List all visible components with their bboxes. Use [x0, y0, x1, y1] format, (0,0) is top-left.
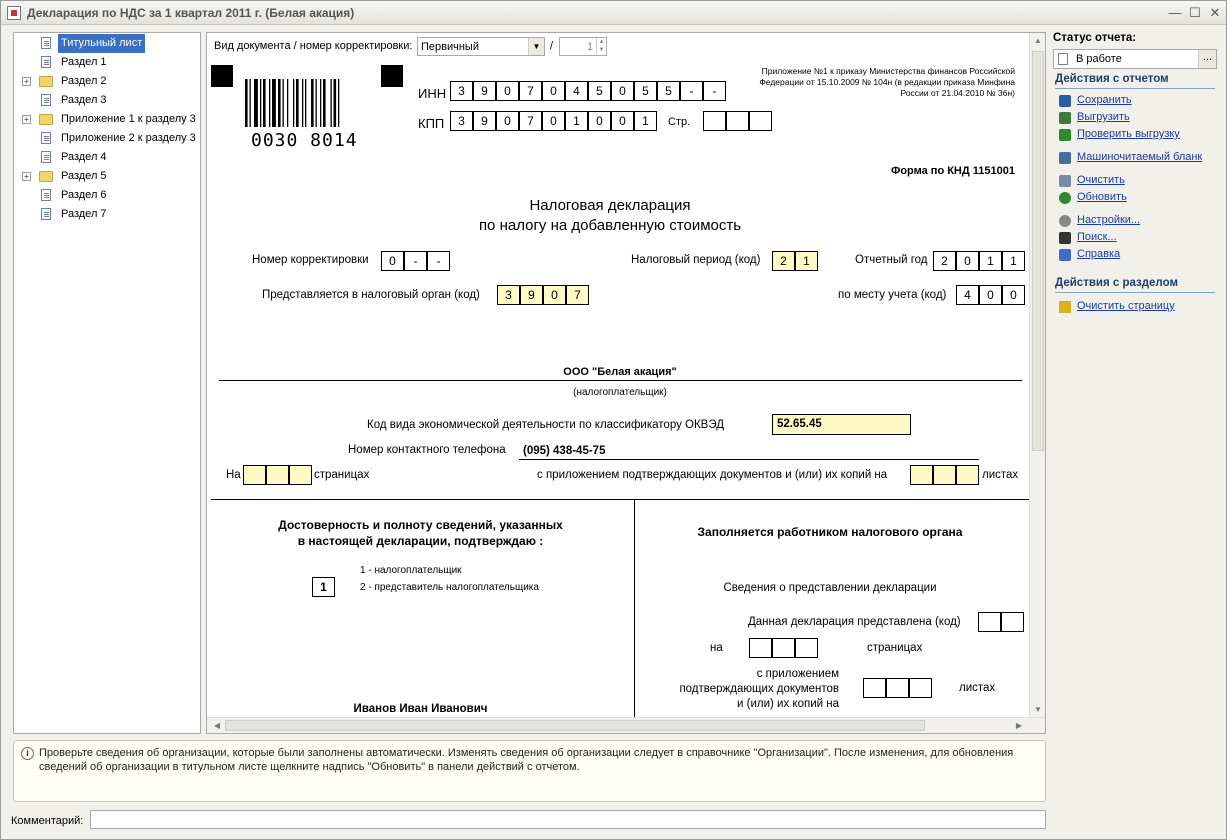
folder-icon: [39, 114, 53, 125]
form-cell: 9: [473, 81, 496, 101]
section-actions-divider: [1055, 292, 1215, 293]
form-cell[interactable]: -: [404, 251, 427, 271]
sheets-label: листах: [982, 469, 1019, 481]
actions-divider: [1055, 88, 1215, 89]
document-icon: [41, 56, 51, 68]
close-icon[interactable]: ✕: [1209, 5, 1221, 20]
organ-info: Сведения о представлении декларации: [723, 582, 937, 594]
window-title: Декларация по НДС за 1 квартал 2011 г. (Белая акация): [27, 6, 355, 20]
empty-cell[interactable]: [703, 111, 726, 131]
empty-cell[interactable]: [910, 465, 933, 485]
tree-item-label: Раздел 3: [61, 94, 107, 106]
organ-presented-label: Данная декларация представлена (код): [748, 616, 961, 628]
form-cell: 7: [519, 81, 542, 101]
gear-icon: [1059, 215, 1071, 227]
tree-item[interactable]: [14, 186, 200, 205]
form-cell: 0: [956, 251, 979, 271]
organ-attach: [639, 667, 839, 712]
organ-pages-label: страницах: [867, 642, 923, 654]
action-link[interactable]: Справка: [1077, 248, 1121, 260]
info-text: Проверьте сведения об организации, которые были заполнены автоматически. Изменять сведения об организации следует в справочнике "Организации". После изменения, для обновления сведений об организации в титульном листе щелкните надпись "Обновить" в панели действий с отчетом.: [39, 747, 1014, 773]
action-link[interactable]: Сохранить: [1077, 94, 1132, 106]
empty-cell: [978, 612, 1001, 632]
empty-cell[interactable]: [726, 111, 749, 131]
document-icon: [1058, 53, 1068, 65]
page-label: Стр.: [668, 116, 691, 128]
correction-label: Номер корректировки: [252, 254, 369, 266]
document-icon: [41, 189, 51, 201]
horizontal-scrollbar[interactable]: [207, 717, 1045, 733]
marker-square-right: [381, 65, 403, 87]
document-icon: [41, 94, 51, 106]
form-cell: -: [680, 81, 703, 101]
sections-tree[interactable]: [13, 32, 201, 734]
tree-item[interactable]: [14, 205, 200, 224]
empty-cell: [795, 638, 818, 658]
upload-icon: [1059, 112, 1071, 124]
maximize-icon[interactable]: ☐: [1189, 5, 1201, 20]
form-cell[interactable]: 7: [566, 285, 589, 305]
expand-icon[interactable]: +: [22, 115, 31, 124]
annex-line-1: Приложение №1 к приказу Министерства финансов Российской: [761, 66, 1015, 76]
inn-label: ИНН: [418, 86, 447, 101]
comment-label: Комментарий:: [11, 815, 84, 827]
year-label: Отчетный год: [855, 254, 928, 266]
horizontal-scroll-thumb[interactable]: [225, 720, 925, 731]
actions-panel: [1049, 32, 1221, 732]
attach-label: с приложением подтверждающих документов и (или) их копий на: [537, 469, 888, 481]
organ-title: Заполняется работником налогового органа: [697, 525, 963, 539]
form-cell: 2: [933, 251, 956, 271]
comment-input[interactable]: [90, 810, 1046, 829]
title-page-form: [206, 32, 1046, 734]
organ-attach-line-1: с приложением: [756, 668, 839, 680]
section-divider: [211, 499, 1030, 500]
chevron-down-icon[interactable]: ▼: [528, 38, 544, 55]
stepper-arrows-icon[interactable]: ▲ ▼: [596, 38, 606, 55]
tree-item-label: Раздел 2: [61, 75, 107, 87]
organ-attach-line-2: подтверждающих документов: [679, 683, 839, 695]
app-icon: [7, 6, 21, 20]
doc-type-label: Вид документа / номер корректировки:: [214, 40, 413, 52]
organization-name[interactable]: ООО "Белая акация": [563, 366, 677, 378]
tree-item-label: Раздел 4: [61, 151, 107, 163]
empty-cell: [886, 678, 909, 698]
pages-label: страницах: [314, 469, 370, 481]
on-label: На: [226, 469, 241, 481]
action-link[interactable]: Настройки...: [1077, 214, 1141, 226]
barcode-icon: [245, 79, 365, 135]
action-link[interactable]: Проверить выгрузку: [1077, 128, 1180, 140]
form-cell: 0: [1002, 285, 1025, 305]
status-value: В работе: [1076, 53, 1122, 65]
empty-cell[interactable]: [956, 465, 979, 485]
check-upload-icon: [1059, 129, 1071, 141]
form-cell: 0: [496, 81, 519, 101]
empty-cell[interactable]: [266, 465, 289, 485]
taxpayer-note: (налогоплательщик): [573, 387, 667, 398]
empty-cell: [749, 638, 772, 658]
tree-item[interactable]: [14, 34, 200, 53]
heading-line-1: Налоговая декларация: [529, 197, 691, 214]
section-action-link[interactable]: Очистить страницу: [1077, 300, 1175, 312]
binoculars-icon: [1059, 232, 1071, 244]
actions-title: Действия с отчетом: [1055, 73, 1169, 85]
kpp-label: КПП: [418, 116, 445, 131]
tree-item-label: Раздел 1: [61, 56, 107, 68]
tree-item[interactable]: [14, 129, 200, 148]
form-cell: 0: [611, 111, 634, 131]
scroll-left-icon[interactable]: ◀: [213, 721, 221, 730]
organ-attach-line-3: и (или) их копий на: [737, 698, 839, 710]
confirm-value-cell[interactable]: 1: [312, 577, 335, 597]
status-label: Статус отчета:: [1053, 32, 1137, 44]
empty-cell: [909, 678, 932, 698]
document-icon: [41, 37, 51, 49]
confirm-option-1: 1 - налогоплательщик: [360, 565, 462, 576]
annex-line-3: России от 21.04.2010 № 36н): [900, 88, 1015, 98]
scroll-down-icon[interactable]: ▼: [1034, 705, 1042, 714]
form-cell: 1: [565, 111, 588, 131]
form-cell: 4: [956, 285, 979, 305]
okved-field[interactable]: 52.65.45: [772, 414, 911, 435]
slash-label: /: [550, 40, 554, 52]
marker-square-left: [211, 65, 233, 87]
tree-item[interactable]: [14, 167, 200, 186]
refresh-icon: [1059, 192, 1071, 204]
form-cell: 0: [588, 111, 611, 131]
expand-icon[interactable]: +: [22, 172, 31, 181]
form-cell: 1: [1002, 251, 1025, 271]
action-link[interactable]: Обновить: [1077, 191, 1127, 203]
form-cell: 3: [450, 111, 473, 131]
document-icon: [41, 132, 51, 144]
form-cell: 1: [979, 251, 1002, 271]
form-cell[interactable]: 0: [543, 285, 566, 305]
form-cell: 3: [450, 81, 473, 101]
action-link[interactable]: Поиск...: [1077, 231, 1117, 243]
section-actions-title: Действия с разделом: [1055, 277, 1178, 289]
heading-line-2: по налогу на добавленную стоимость: [478, 217, 742, 234]
empty-cell[interactable]: [243, 465, 266, 485]
form-heading: [207, 196, 1013, 236]
help-icon: [1059, 249, 1071, 261]
confirm-title: [207, 517, 634, 549]
phone-underline: [519, 459, 979, 460]
annex-line-2: Федерации от 15.10.2009 № 104н (в редакции приказа Минфина: [759, 77, 1015, 87]
empty-cell[interactable]: [749, 111, 772, 131]
form-knd: Форма по КНД 1151001: [890, 165, 1015, 177]
tree-item-label: Приложение 1 к разделу 3: [61, 113, 196, 125]
organ-on-label: на: [710, 642, 723, 654]
empty-cell[interactable]: [289, 465, 312, 485]
info-message: [13, 740, 1046, 802]
form-cell: 4: [565, 81, 588, 101]
document-icon: [41, 151, 51, 163]
barcode-digits: 0030 8014: [251, 130, 358, 151]
expand-icon[interactable]: +: [22, 77, 31, 86]
signer-name[interactable]: Иванов Иван Иванович: [353, 703, 488, 715]
form-cell: 0: [611, 81, 634, 101]
confirm-title-line-2: в настоящей декларации, подтверждаю :: [297, 534, 544, 548]
vertical-scrollbar[interactable]: [1029, 33, 1045, 717]
empty-cell: [1001, 612, 1024, 632]
vertical-scroll-thumb[interactable]: [1032, 51, 1044, 451]
clear-icon: [1059, 175, 1071, 187]
confirm-title-line-1: Достоверность и полноту сведений, указанных: [278, 518, 563, 532]
document-icon: [41, 208, 51, 220]
form-cell[interactable]: 9: [520, 285, 543, 305]
title-bar: [1, 1, 1226, 25]
correction-number-stepper[interactable]: [559, 37, 607, 56]
form-cell: 0: [496, 111, 519, 131]
phone-label: Номер контактного телефона: [348, 444, 506, 456]
action-link[interactable]: Выгрузить: [1077, 111, 1130, 123]
folder-icon: [39, 76, 53, 87]
tree-item-label: Раздел 5: [61, 170, 107, 182]
tree-item[interactable]: [14, 72, 200, 91]
form-cell[interactable]: 1: [795, 251, 818, 271]
tree-item[interactable]: [14, 91, 200, 110]
save-icon: [1059, 95, 1071, 107]
form-cell: 7: [519, 111, 542, 131]
status-select-button[interactable]: ...: [1198, 50, 1216, 68]
tree-item-label: Раздел 7: [61, 208, 107, 220]
tax-organ-label: Представляется в налоговый орган (код): [262, 289, 480, 301]
eraser-icon: [1059, 301, 1071, 313]
tree-item-label: Титульный лист: [58, 34, 145, 53]
correction-number-value: 1: [587, 41, 594, 53]
empty-cell[interactable]: [933, 465, 956, 485]
form-icon: [1059, 152, 1071, 164]
tree-item[interactable]: [14, 53, 200, 72]
form-cell[interactable]: -: [427, 251, 450, 271]
form-cell: 0: [979, 285, 1002, 305]
form-cell: 5: [634, 81, 657, 101]
action-link[interactable]: Машиночитаемый бланк: [1077, 151, 1203, 163]
org-underline: [219, 380, 1022, 381]
period-label: Налоговый период (код): [631, 254, 761, 266]
organ-sheets-label: листах: [959, 682, 996, 694]
folder-icon: [39, 171, 53, 182]
doc-type-value: Первичный: [421, 41, 479, 53]
status-field[interactable]: [1053, 49, 1217, 69]
confirm-option-2: 2 - представитель налогоплательщика: [360, 582, 539, 593]
empty-cell: [863, 678, 886, 698]
tree-item-label: Приложение 2 к разделу 3: [61, 132, 196, 144]
doc-type-select[interactable]: [417, 37, 545, 56]
form-cell[interactable]: 3: [497, 285, 520, 305]
tree-item[interactable]: [14, 110, 200, 129]
empty-cell: [772, 638, 795, 658]
form-cell: 5: [588, 81, 611, 101]
form-cell: 1: [634, 111, 657, 131]
form-cell: 9: [473, 111, 496, 131]
place-label: по месту учета (код): [838, 289, 947, 301]
phone-value[interactable]: (095) 438-45-75: [523, 445, 606, 457]
form-cell[interactable]: 0: [381, 251, 404, 271]
form-cell: 0: [542, 81, 565, 101]
form-cell: -: [703, 81, 726, 101]
annex-note: [759, 66, 1015, 99]
form-cell[interactable]: 2: [772, 251, 795, 271]
form-cell: 0: [542, 111, 565, 131]
minimize-icon[interactable]: —: [1168, 5, 1182, 20]
info-icon: i: [21, 747, 34, 760]
form-cell: 5: [657, 81, 680, 101]
tree-item[interactable]: [14, 148, 200, 167]
scroll-up-icon[interactable]: ▲: [1034, 36, 1042, 45]
tree-item-label: Раздел 6: [61, 189, 107, 201]
action-link[interactable]: Очистить: [1077, 174, 1125, 186]
okved-label: Код вида экономической деятельности по классификатору ОКВЭД: [367, 419, 725, 431]
scroll-right-icon[interactable]: ▶: [1015, 721, 1023, 730]
